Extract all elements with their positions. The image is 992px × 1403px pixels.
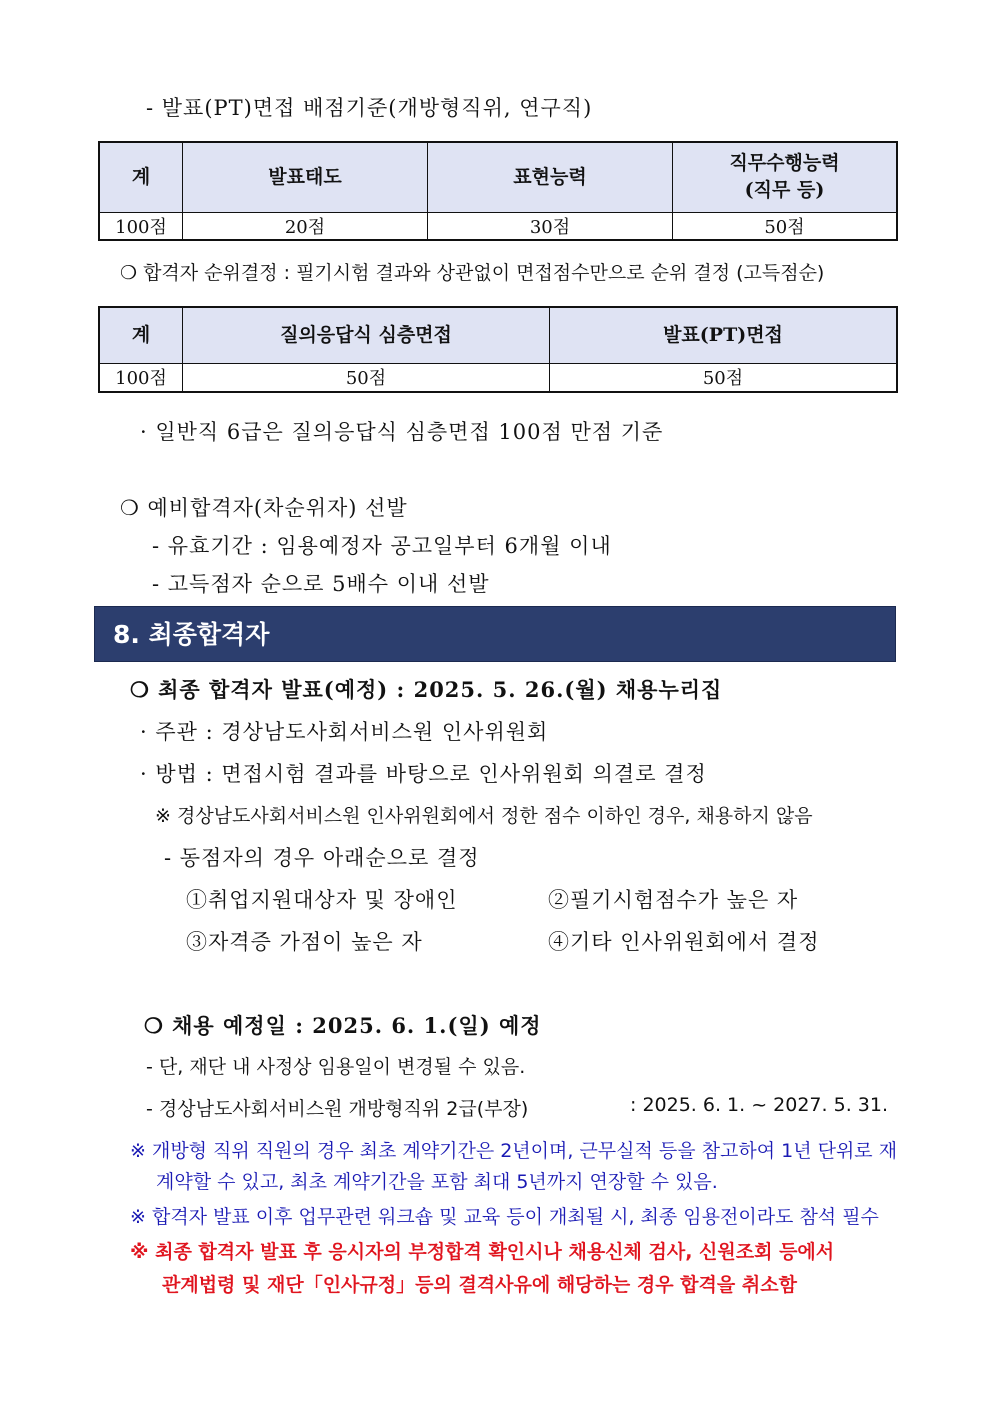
header-attitude: 발표태도 bbox=[183, 142, 428, 212]
tie-rule-2: ②필기시험점수가 높은 자 bbox=[548, 888, 799, 912]
section-8-banner: 8. 최종합격자 bbox=[94, 606, 896, 662]
final-method: · 방법 : 면접시험 결과를 바탕으로 인사위원회 의결로 결정 bbox=[140, 762, 707, 786]
pt-criteria-table bbox=[98, 141, 898, 241]
ranking-cell-total: 100점 bbox=[99, 363, 183, 392]
hiring-title: ❍ 채용 예정일 : 2025. 6. 1.(일) 예정 bbox=[144, 1013, 542, 1038]
ranking-line: ❍ 합격자 순위결정 : 필기시험 결과와 상관없이 면접점수만으로 순위 결정 (고득점순) bbox=[120, 262, 825, 284]
red-note-line1: ※ 최종 합격자 발표 후 응시자의 부정합격 확인시나 채용신체 검사, 신원조회 등에서 bbox=[130, 1241, 835, 1263]
ranking-table bbox=[98, 306, 898, 393]
blue-note-2: ※ 합격자 발표 이후 업무관련 워크숍 및 교육 등이 개최될 시, 최종 임용전이라도 참석 필수 bbox=[130, 1206, 879, 1228]
ranking-cell-interview: 50점 bbox=[183, 363, 550, 392]
pt-criteria-heading: - 발표(PT)면접 배점기준(개방형직위, 연구직) bbox=[146, 96, 593, 120]
reserve-title: ❍ 예비합격자(차순위자) 선발 bbox=[120, 496, 408, 520]
blue-note-1-line2: 계약할 수 있고, 최초 계약기간을 포함 최대 5년까지 연장할 수 있음. bbox=[156, 1171, 718, 1193]
blue-note-1-line1: ※ 개방형 직위 직원의 경우 최초 계약기간은 2년이며, 근무실적 등을 참고하여 1년 단위로 재 bbox=[130, 1140, 898, 1162]
header-job-ability bbox=[673, 142, 898, 212]
hiring-note-2-value: : 2025. 6. 1. ~ 2027. 5. 31. bbox=[630, 1094, 888, 1116]
cell-attitude: 20점 bbox=[183, 212, 428, 240]
final-announce: ❍ 최종 합격자 발표(예정) : 2025. 5. 26.(월) 채용누리집 bbox=[130, 677, 723, 702]
final-host: · 주관 : 경상남도사회서비스원 인사위원회 bbox=[140, 720, 549, 744]
tie-rule-1: ①취업지원대상자 및 장애인 bbox=[186, 888, 458, 912]
ranking-note: · 일반직 6급은 질의응답식 심층면접 100점 만점 기준 bbox=[140, 420, 664, 444]
cell-expression: 30점 bbox=[428, 212, 673, 240]
ranking-cell-pt: 50점 bbox=[550, 363, 898, 392]
hiring-note-2-label: - 경상남도사회서비스원 개방형직위 2급(부장) bbox=[146, 1098, 529, 1120]
red-note-line2: 관계법령 및 재단「인사규정」등의 결격사유에 해당하는 경우 합격을 취소함 bbox=[162, 1274, 797, 1296]
header-job-ability-line1: 직무수행능력 bbox=[729, 152, 840, 175]
tie-rule-3: ③자격증 가점이 높은 자 bbox=[186, 930, 423, 954]
header-total: 계 bbox=[99, 142, 183, 212]
tie-rule-4: ④기타 인사위원회에서 결정 bbox=[548, 930, 820, 954]
reserve-item-selection: - 고득점자 순으로 5배수 이내 선발 bbox=[152, 572, 490, 596]
ranking-header-interview: 질의응답식 심층면접 bbox=[183, 307, 550, 363]
header-job-ability-line2: (직무 등) bbox=[744, 179, 825, 202]
reserve-item-validity: - 유효기간 : 임용예정자 공고일부터 6개월 이내 bbox=[152, 534, 612, 558]
ranking-header-pt: 발표(PT)면접 bbox=[550, 307, 898, 363]
cell-total: 100점 bbox=[99, 212, 183, 240]
ranking-header-total: 계 bbox=[99, 307, 183, 363]
hiring-note-1: - 단, 재단 내 사정상 임용일이 변경될 수 있음. bbox=[146, 1056, 526, 1078]
header-expression: 표현능력 bbox=[428, 142, 673, 212]
cell-job-ability: 50점 bbox=[673, 212, 898, 240]
tie-title: - 동점자의 경우 아래순으로 결정 bbox=[164, 846, 480, 870]
final-notice: ※ 경상남도사회서비스원 인사위원회에서 정한 점수 이하인 경우, 채용하지 않음 bbox=[155, 805, 813, 827]
